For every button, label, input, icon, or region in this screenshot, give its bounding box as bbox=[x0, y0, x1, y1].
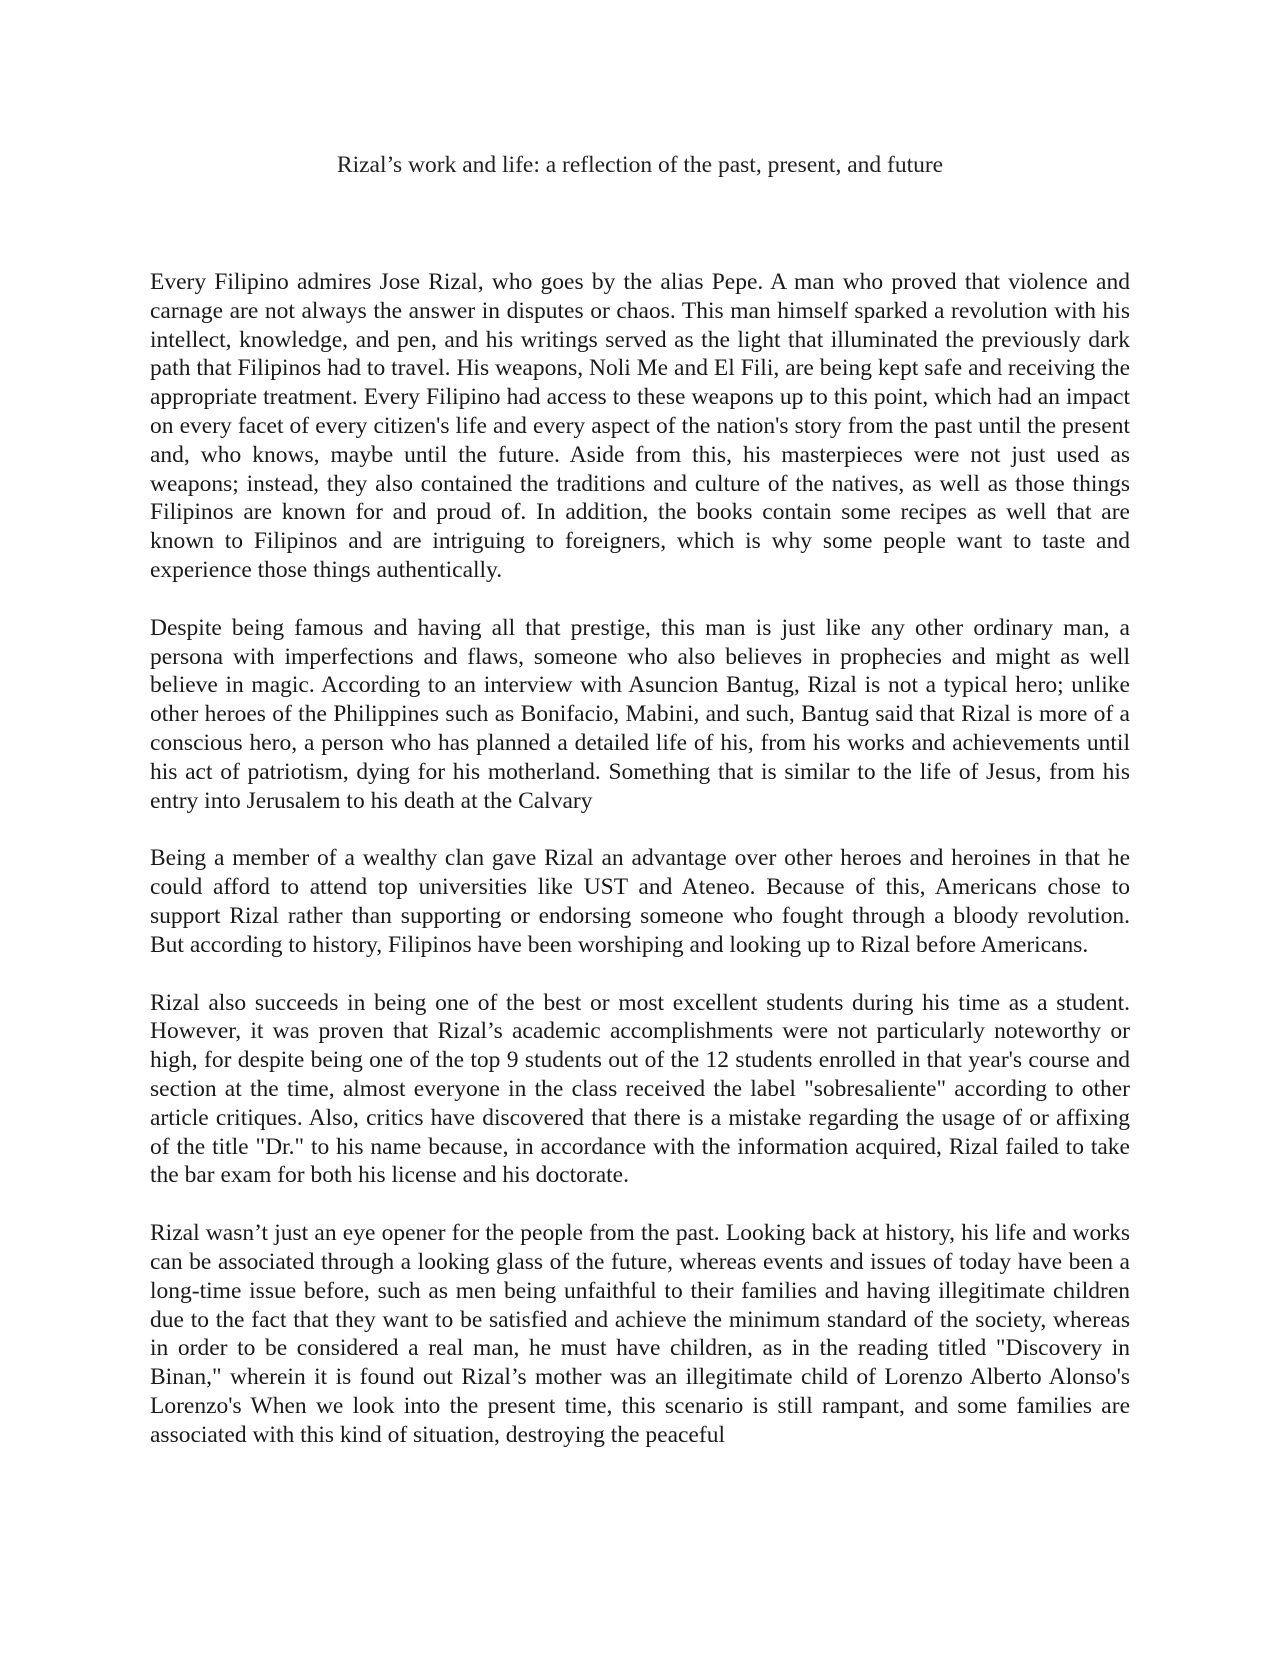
paragraph-2: Despite being famous and having all that prestige, this man is just like any other ordinary man, a persona with imperfections and flaws, someone who also believes in prophecies and might as well believe in magic. According to an interview with Asuncion Bantug, Rizal is not a typical hero; unlike other heroes of the Philippines such as Bonifacio, Mabini, and such, Bantug said that Rizal is more of a conscious hero, a person who has planned a detailed life of his, from his works and achievements until his act of patriotism, dying for his motherland. Something that is similar to the life of Jesus, from his entry into Jerusalem to his death at the Calvary bbox=[150, 614, 1130, 814]
paragraph-3: Being a member of a wealthy clan gave Rizal an advantage over other heroes and heroines in that he could afford to attend top universities like UST and Ateneo. Because of this, Americans chose to support Rizal rather than supporting or endorsing someone who fought through a bloody revolution. But according to history, Filipinos have been worshiping and looking up to Rizal before Americans. bbox=[150, 845, 1130, 958]
paragraph-4: Rizal also succeeds in being one of the best or most excellent students during his time as a student. However, it was proven that Rizal’s academic accomplishments were not particularly noteworthy or high, for despite being one of the top 9 students out of the 12 students enrolled in that year's course and section at the time, almost everyone in the class received the label "sobresaliente" according to other article critiques. Also, critics have discovered that there is a mistake regarding the usage of or affixing of the title "Dr." to his name because, in accordance with the information acquired, Rizal failed to take the bar exam for both his license and his doctorate. bbox=[150, 989, 1130, 1189]
document-body bbox=[150, 268, 1130, 1478]
document-title: Rizal’s work and life: a reflection of the past, present, and future bbox=[336, 152, 944, 178]
paragraph-5: Rizal wasn’t just an eye opener for the people from the past. Looking back at history, his life and works can be associated through a looking glass of the future, whereas events and issues of today have been a long-time issue before, such as men being unfaithful to their families and having illegitimate children due to the fact that they want to be satisfied and achieve the minimum standard of the society, whereas in order to be considered a real man, he must have children, as in the reading titled "Discovery in Binan," wherein it is found out Rizal’s mother was an illegitimate child of Lorenzo Alberto Alonso's Lorenzo's When we look into the present time, this scenario is still rampant, and some families are associated with this kind of situation, destroying the peaceful bbox=[150, 1220, 1130, 1448]
paragraph-1: Every Filipino admires Jose Rizal, who goes by the alias Pepe. A man who proved that violence and carnage are not always the answer in disputes or chaos. This man himself sparked a revolution with his intellect, knowledge, and pen, and his writings served as the light that illuminated the previously dark path that Filipinos had to travel. His weapons, Noli Me and El Fili, are being kept safe and receiving the appropriate treatment. Every Filipino had access to these weapons up to this point, which had an impact on every facet of every citizen's life and every aspect of the nation's story from the past until the present and, who knows, maybe until the future. Aside from this, his masterpieces were not just used as weapons; instead, they also contained the traditions and culture of the natives, as well as those things Filipinos are known for and proud of. In addition, the books contain some recipes as well that are known to Filipinos and are intriguing to foreigners, which is why some people want to taste and experience those things authentically. bbox=[150, 269, 1130, 583]
